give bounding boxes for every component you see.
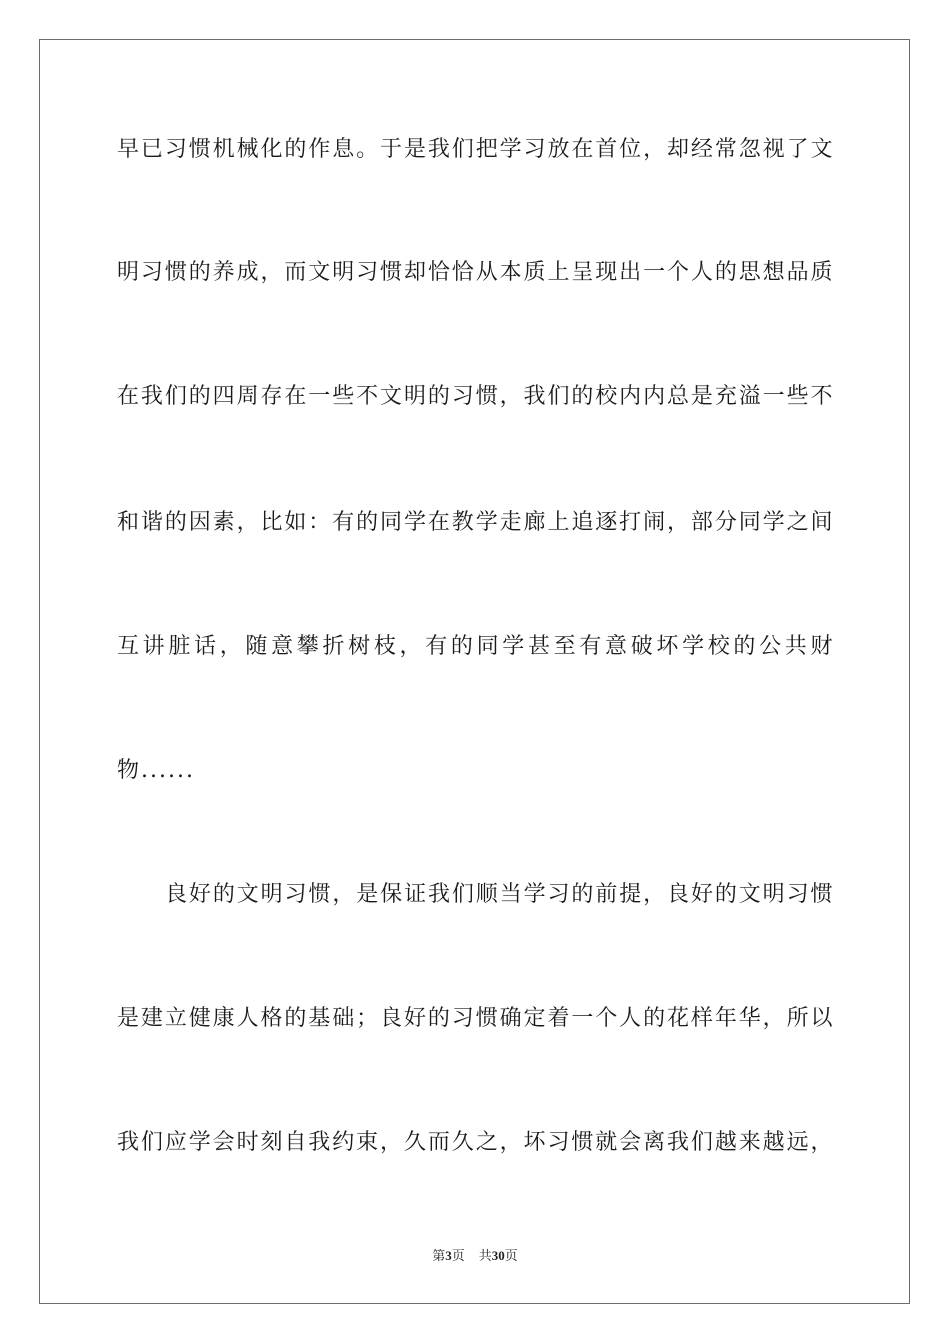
page-footer <box>0 1247 950 1266</box>
paragraph-line-1: 早已习惯机械化的作息。于是我们把学习放在首位，却经常忽视了文 <box>117 137 833 162</box>
paragraph-line-2: 明习惯的养成，而文明习惯却恰恰从本质上呈现出一个人的思想品质 <box>117 260 833 285</box>
page-number: 3 <box>445 1248 452 1263</box>
paragraph-line-7: 良好的文明习惯，是保证我们顺当学习的前提，良好的文明习惯 <box>165 882 833 907</box>
paragraph-line-8: 是建立健康人格的基础；良好的习惯确定着一个人的花样年华，所以 <box>117 1006 833 1031</box>
page-prefix: 第 <box>432 1249 446 1264</box>
paragraph-line-4: 和谐的因素，比如：有的同学在教学走廊上追逐打闹，部分同学之间 <box>117 510 833 535</box>
page-border <box>39 39 910 1304</box>
paragraph-line-6: 物...... <box>117 758 195 783</box>
total-prefix: 共 <box>478 1249 492 1264</box>
total-suffix: 页 <box>504 1249 518 1264</box>
paragraph-line-5: 互讲脏话，随意攀折树枝，有的同学甚至有意破坏学校的公共财 <box>117 634 833 659</box>
total-pages: 30 <box>491 1248 505 1263</box>
paragraph-line-3: 在我们的四周存在一些不文明的习惯，我们的校内内总是充溢一些不 <box>117 384 833 409</box>
paragraph-line-9: 我们应学会时刻自我约束，久而久之，坏习惯就会离我们越来越远， <box>117 1130 833 1155</box>
page-suffix: 页 <box>451 1249 465 1264</box>
